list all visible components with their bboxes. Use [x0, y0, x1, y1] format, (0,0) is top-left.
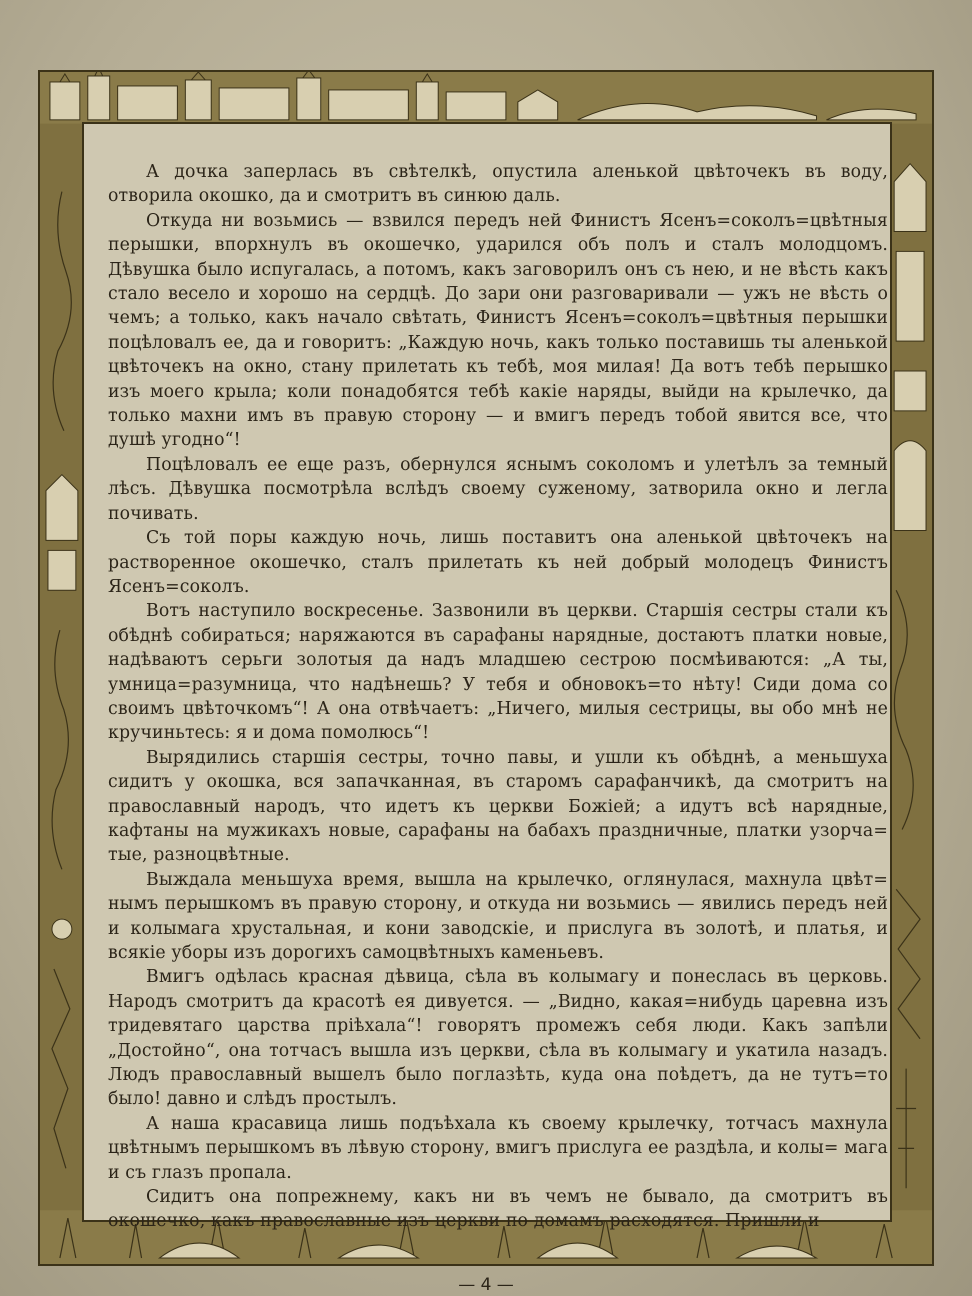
- paragraph: Вотъ наступило воскресенье. Зазвонили въ церкви. Старшія сестры стали къ обѣднѣ собираться; наряжаются въ сарафаны нарядные, достаютъ платки новые, надѣваютъ серьги золотыя да надъ младшею сестрою посмѣиваются: „А ты, умница=разумница, что надѣнешь? У тебя и обновокъ=то нѣту! Сиди дома со своимъ цвѣточкомъ“! А она отвѣчаетъ: „Ничего, милыя сестрицы, вы обо мнѣ не кручиньтесь: я и дома помолюсь“!: [108, 601, 888, 744]
- paragraph: Вмигъ одѣлась красная дѣвица, сѣла въ колымагу и понеслась въ церковь. Народъ смотритъ да красотѣ ея дивуется. — „Видно, какая=нибудь царевна изъ тридевятаго царства пріѣхала“! говорятъ промежъ себя люди. Какъ запѣли „Достойно“, она тотчасъ вышла изъ церкви, сѣла въ колымагу и укатила назадъ. Людъ православный вышелъ было поглазѣть, куда она поѣдетъ, да не тутъ=то было! давно и слѣдъ простылъ.: [108, 967, 888, 1110]
- paragraph: А наша красавица лишь подъѣхала къ своему крылечку, тотчасъ махнула цвѣтнымъ перышкомъ въ лѣвую сторону, вмигъ прислуга ее раздѣла, и колы= мага и съ глазъ пропала.: [108, 1113, 888, 1183]
- paragraph: Выждала меньшуха время, вышла на крылечко, оглянулася, махнула цвѣт= нымъ перышкомъ въ правую сторону, и откуда ни возьмись — явились передъ ней и колымага хрустальная, и кони заводскіе, и прислуга въ золотѣ, и платья, и всякіе уборы изъ дорогихъ самоцвѣтныхъ каменьевъ.: [108, 869, 888, 963]
- paragraph: Поцѣловалъ ее еще разъ, обернулся яснымъ соколомъ и улетѣлъ за темный лѣсъ. Дѣвушка посмотрѣла вслѣдъ своему суженому, затворила окно и легла почивать.: [108, 454, 888, 524]
- paragraph: Сидитъ она попрежнему, какъ ни въ чемъ не бывало, да смотритъ въ окошечко, какъ православные изъ церкви по домамъ расходятся. Пришли и: [108, 1187, 888, 1232]
- paragraph: А дочка заперлась въ свѣтелкѣ, опустила аленькой цвѣточекъ въ воду, отворила окошко, да и смотритъ въ синюю даль.: [108, 162, 888, 207]
- paragraph: Откуда ни возьмись — взвился передъ ней Финистъ Ясенъ=соколъ=цвѣтныя перышки, впорхнулъ въ окошечко, ударился объ полъ и сталъ молодцомъ. Дѣвушка было испугалась, а потомъ, какъ заговорилъ онъ съ нею, и не вѣсть какъ стало весело и хорошо на сердцѣ. До зари они разговаривали — ужъ не вѣсть о чемъ; а только, какъ начало свѣтать, Финистъ Ясенъ=соколъ=цвѣтныя перышки поцѣловалъ ее, да и говоритъ: „Каждую ночь, какъ только поставишь ты аленькой цвѣточекъ на окно, стану прилетать къ тебѣ, моя милая! Да вотъ тебѣ перышко изъ моего крыла; коли понадобятся тебѣ какіе наряды, выйди на крылечко, да только махни имъ въ правую сторону — и вмигъ передъ тобой явится все, что душѣ угодно“!: [108, 210, 888, 451]
- paragraph: Съ той поры каждую ночь, лишь поставитъ она аленькой цвѣточекъ на растворенное окошечко, сталъ прилетать къ ней добрый молодецъ Финистъ Ясенъ=соколъ.: [108, 528, 888, 597]
- story-text: [108, 160, 888, 1234]
- paragraph: Вырядились старшія сестры, точно павы, и ушли къ обѣднѣ, а меньшуха сидитъ у окошка, вся запачканная, въ старомъ сарафанчикѣ, да смотритъ на православный народъ, что идетъ къ церкви Божіей; а идутъ всѣ нарядные, кафтаны на мужикахъ новые, сарафаны на бабахъ праздничные, платки узорча= тые, разноцвѣтные.: [108, 747, 888, 866]
- page-number: — 4 —: [458, 1275, 514, 1295]
